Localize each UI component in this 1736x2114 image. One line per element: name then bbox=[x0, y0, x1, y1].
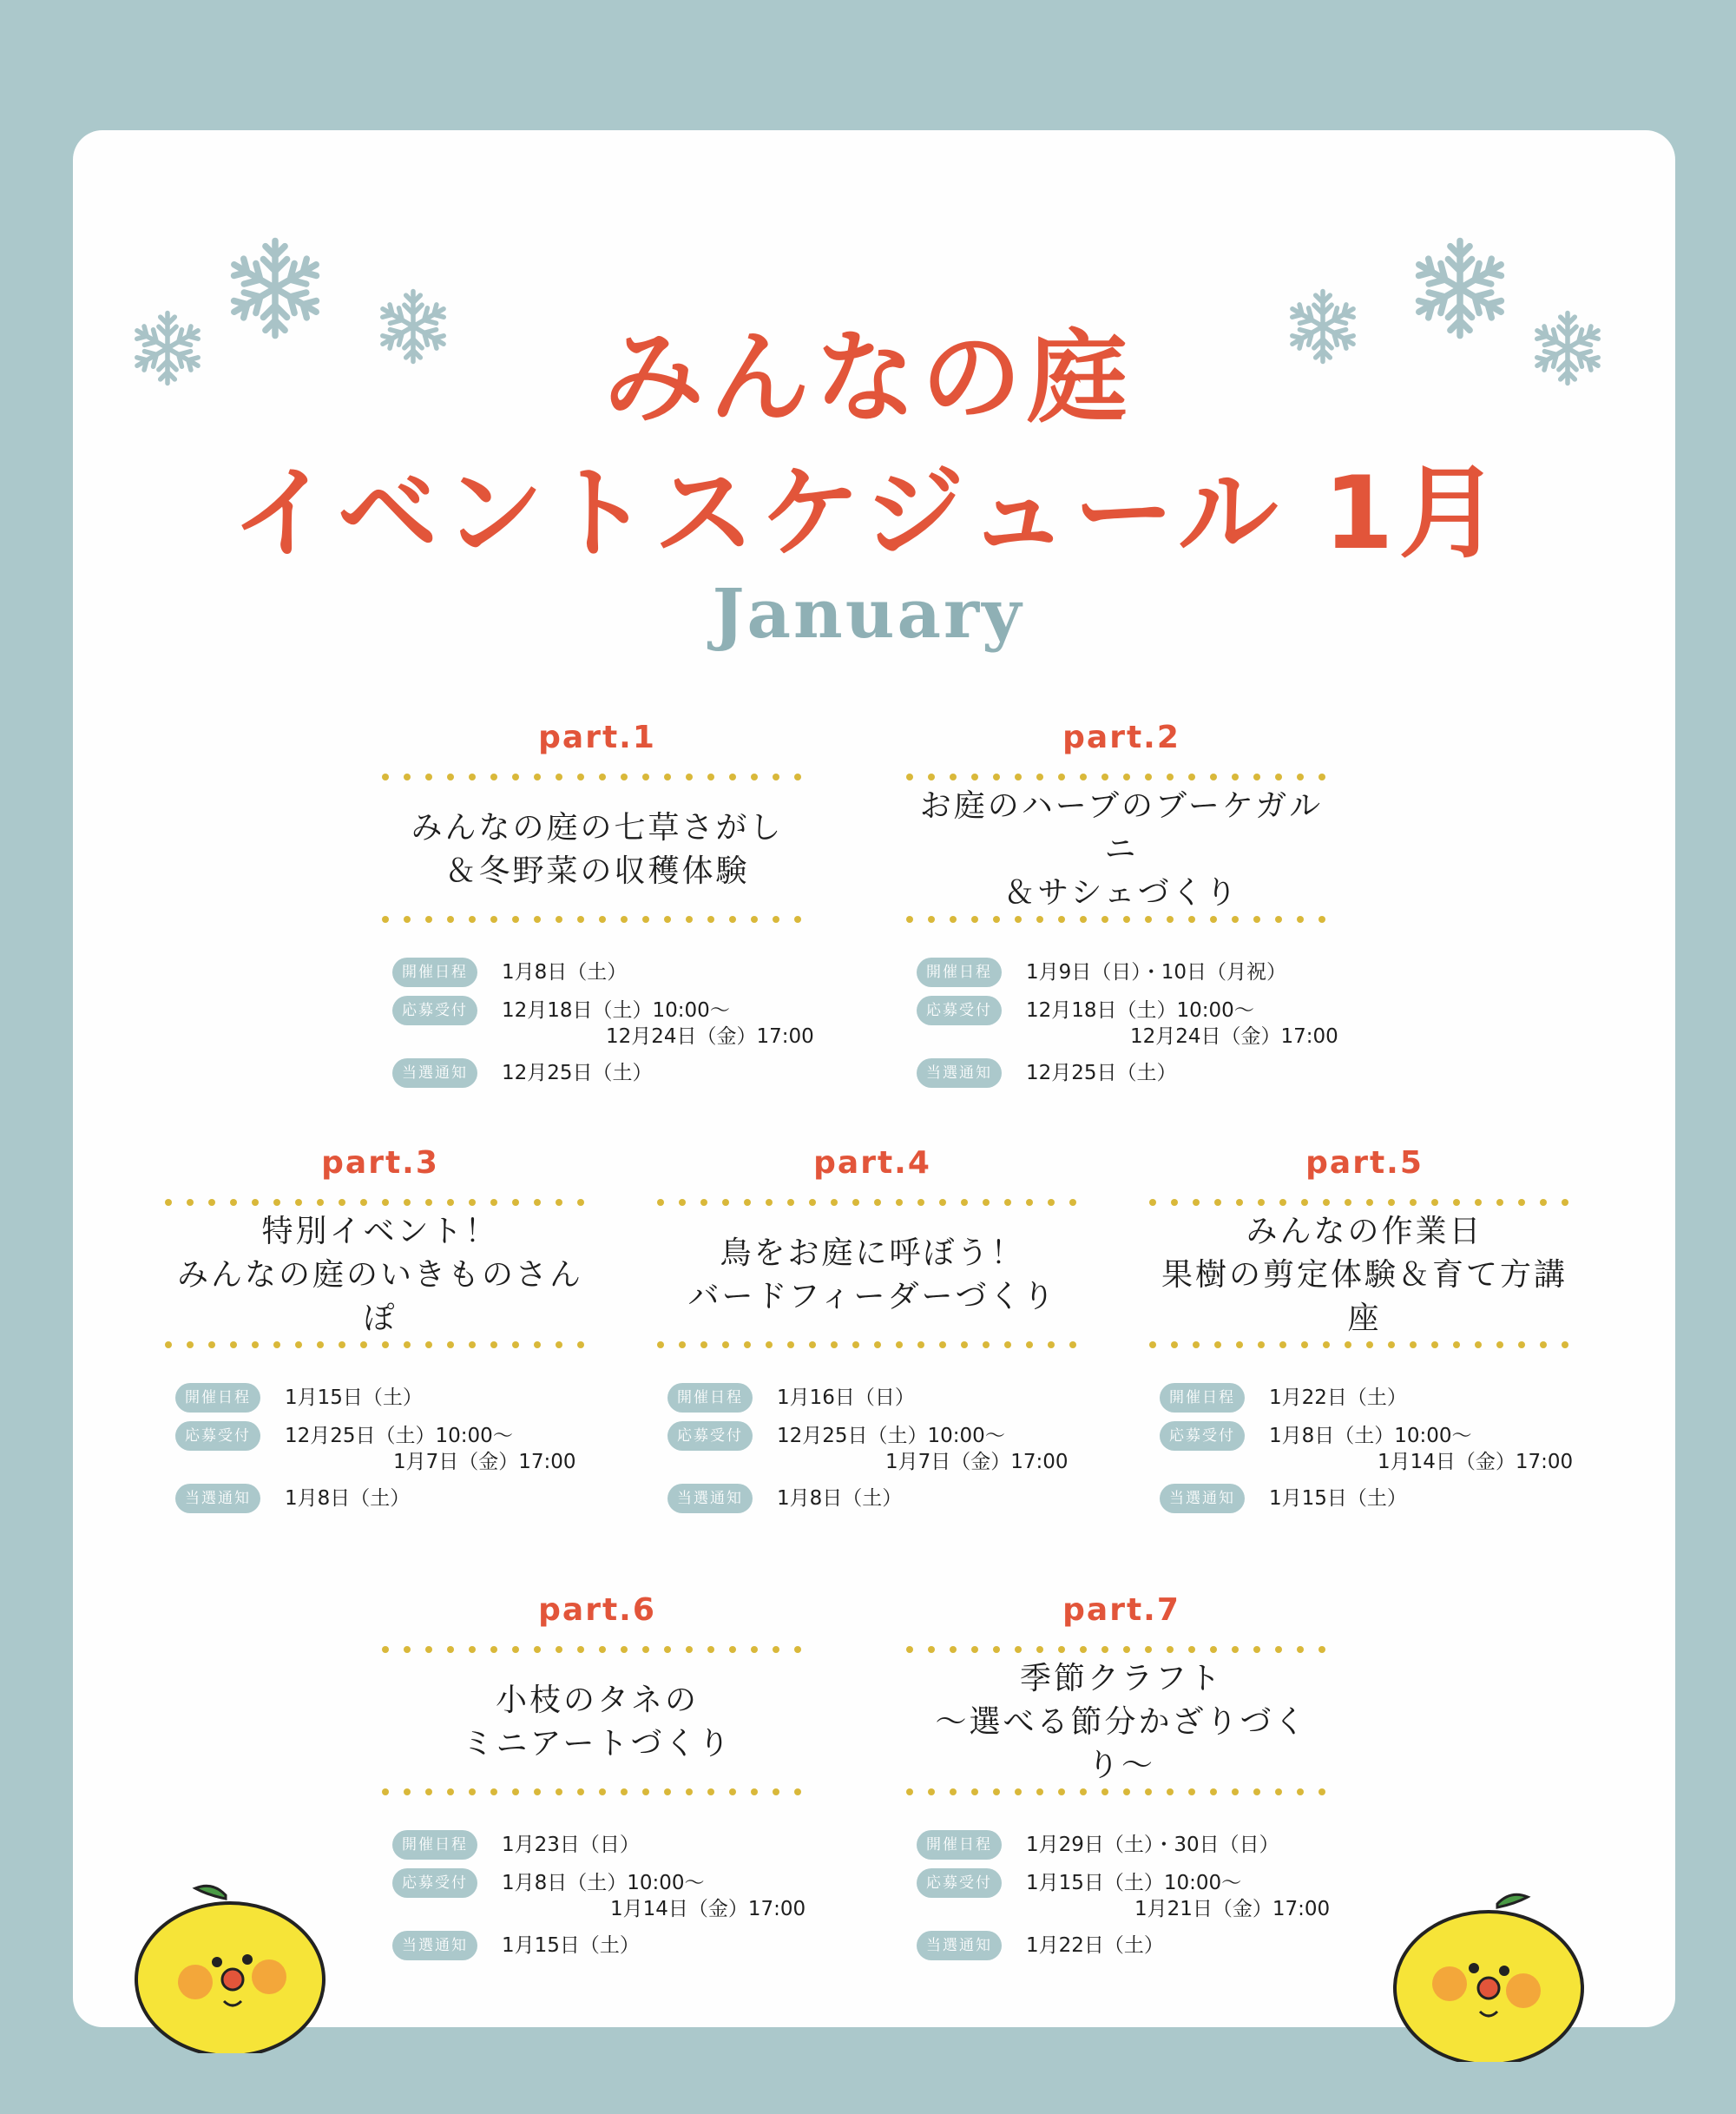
event-date-row bbox=[380, 958, 814, 987]
event-apply-row bbox=[380, 996, 814, 1050]
event-title-line1: お庭のハーブのブーケガルニ bbox=[919, 788, 1324, 867]
page-title-line2: イベントスケジュール 1月 bbox=[231, 455, 1505, 572]
event-part-number: part.6 bbox=[538, 1592, 656, 1628]
notice-date: 1月15日（土） bbox=[502, 1934, 640, 1957]
dotted-divider bbox=[380, 914, 814, 925]
notice-date: 1月15日（土） bbox=[1269, 1487, 1407, 1510]
event-date-row bbox=[904, 958, 1338, 987]
date-badge: 開催日程 bbox=[1160, 1383, 1245, 1413]
apply-start: 12月25日（土）10:00〜 bbox=[285, 1425, 513, 1447]
apply-period bbox=[1026, 996, 1338, 1050]
event-date-row bbox=[380, 1830, 814, 1860]
event-title-line1: 季節クラフト bbox=[1019, 1661, 1223, 1696]
apply-end: 1月14日（金）17:00 bbox=[1378, 1451, 1574, 1473]
notice-badge: 当選通知 bbox=[392, 1058, 477, 1088]
event-title bbox=[380, 798, 814, 902]
event-title bbox=[655, 1223, 1089, 1327]
apply-start: 1月8日（土）10:00〜 bbox=[1269, 1425, 1472, 1447]
event-title bbox=[380, 1670, 814, 1775]
event-notice-row bbox=[904, 1058, 1338, 1088]
event-block bbox=[1147, 1142, 1581, 1522]
dotted-divider bbox=[904, 1644, 1338, 1655]
event-title-line2: 〜選べる節分かざりづくり〜 bbox=[935, 1704, 1308, 1783]
notice-date: 12月25日（土） bbox=[502, 1062, 653, 1084]
event-notice-row bbox=[380, 1058, 814, 1088]
apply-period bbox=[502, 1868, 806, 1922]
apply-end: 1月21日（金）17:00 bbox=[1134, 1898, 1331, 1920]
event-notice-row bbox=[655, 1484, 1089, 1513]
event-details bbox=[904, 958, 1338, 1088]
event-apply-row bbox=[380, 1868, 814, 1922]
notice-date: 12月25日（土） bbox=[1026, 1062, 1177, 1084]
dotted-divider bbox=[655, 1340, 1089, 1350]
event-block bbox=[904, 716, 1338, 1097]
event-part-number: part.2 bbox=[1062, 720, 1180, 755]
dotted-divider bbox=[904, 914, 1338, 925]
event-details bbox=[380, 958, 814, 1088]
notice-date: 1月22日（土） bbox=[1026, 1934, 1164, 1957]
apply-start: 1月15日（土）10:00〜 bbox=[1026, 1872, 1242, 1894]
date-badge: 開催日程 bbox=[392, 958, 477, 987]
dotted-divider bbox=[380, 1787, 814, 1797]
event-date: 1月29日（土）・30日（日） bbox=[1026, 1834, 1279, 1856]
apply-badge: 応募受付 bbox=[917, 996, 1002, 1025]
event-title bbox=[904, 1661, 1338, 1783]
event-block bbox=[380, 1589, 814, 1969]
dotted-divider bbox=[163, 1340, 597, 1350]
event-notice-row bbox=[163, 1484, 597, 1513]
dotted-divider bbox=[380, 772, 814, 782]
apply-start: 12月18日（土）10:00〜 bbox=[502, 999, 730, 1022]
apply-period bbox=[285, 1421, 576, 1475]
apply-period bbox=[777, 1421, 1069, 1475]
event-title-line1: みんなの作業日 bbox=[1246, 1214, 1483, 1249]
event-title-line1: 鳥をお庭に呼ぼう！ bbox=[720, 1235, 1025, 1271]
dotted-divider bbox=[904, 772, 1338, 782]
dotted-divider bbox=[163, 1197, 597, 1208]
event-title-line1: みんなの庭の七草さがし bbox=[411, 810, 784, 846]
event-date: 1月23日（日） bbox=[502, 1834, 640, 1856]
event-apply-row bbox=[1147, 1421, 1581, 1475]
event-block bbox=[380, 716, 814, 1097]
notice-badge: 当選通知 bbox=[1160, 1484, 1245, 1513]
event-part-number: part.5 bbox=[1305, 1145, 1424, 1181]
event-title-line1: 小枝のタネの bbox=[495, 1683, 699, 1718]
event-title-line2: みんなの庭のいきものさんぽ bbox=[176, 1257, 583, 1336]
apply-end: 1月14日（金）17:00 bbox=[610, 1898, 806, 1920]
apply-badge: 応募受付 bbox=[175, 1421, 260, 1451]
apply-period bbox=[1026, 1868, 1330, 1922]
event-date: 1月16日（日） bbox=[777, 1386, 915, 1409]
date-badge: 開催日程 bbox=[917, 1830, 1002, 1860]
dotted-divider bbox=[1147, 1197, 1581, 1208]
event-date: 1月15日（土） bbox=[285, 1386, 423, 1409]
event-block bbox=[904, 1589, 1338, 1969]
apply-period bbox=[502, 996, 814, 1050]
dotted-divider bbox=[904, 1787, 1338, 1797]
apply-end: 12月24日（金）17:00 bbox=[606, 1025, 814, 1048]
event-title-line2: ミニアートづくり bbox=[462, 1726, 733, 1762]
month-subtitle: January bbox=[712, 575, 1024, 654]
dotted-divider bbox=[1147, 1340, 1581, 1350]
event-apply-row bbox=[904, 996, 1338, 1050]
event-date-row bbox=[163, 1383, 597, 1413]
event-date-row bbox=[1147, 1383, 1581, 1413]
dotted-divider bbox=[380, 1644, 814, 1655]
apply-badge: 応募受付 bbox=[1160, 1421, 1245, 1451]
event-notice-row bbox=[1147, 1484, 1581, 1513]
event-notice-row bbox=[904, 1931, 1338, 1960]
event-date: 1月22日（土） bbox=[1269, 1386, 1407, 1409]
apply-end: 1月7日（金）17:00 bbox=[885, 1451, 1069, 1473]
date-badge: 開催日程 bbox=[667, 1383, 753, 1413]
event-date-row bbox=[904, 1830, 1338, 1860]
event-details bbox=[1147, 1383, 1581, 1513]
event-title bbox=[1147, 1214, 1581, 1336]
notice-badge: 当選通知 bbox=[917, 1931, 1002, 1960]
event-title-line2: ＆冬野菜の収穫体験 bbox=[444, 853, 750, 889]
event-title bbox=[904, 788, 1338, 911]
apply-badge: 応募受付 bbox=[392, 996, 477, 1025]
event-part-number: part.1 bbox=[538, 720, 656, 755]
apply-start: 12月25日（土）10:00〜 bbox=[777, 1425, 1005, 1447]
event-part-number: part.4 bbox=[813, 1145, 931, 1181]
event-apply-row bbox=[904, 1868, 1338, 1922]
apply-badge: 応募受付 bbox=[392, 1868, 477, 1898]
date-badge: 開催日程 bbox=[175, 1383, 260, 1413]
notice-date: 1月8日（土） bbox=[777, 1487, 903, 1510]
event-notice-row bbox=[380, 1931, 814, 1960]
dotted-divider bbox=[655, 1197, 1089, 1208]
event-details bbox=[163, 1383, 597, 1513]
event-block bbox=[163, 1142, 597, 1522]
notice-badge: 当選通知 bbox=[667, 1484, 753, 1513]
event-date-row bbox=[655, 1383, 1089, 1413]
apply-start: 1月8日（土）10:00〜 bbox=[502, 1872, 705, 1894]
event-date: 1月8日（土） bbox=[502, 961, 628, 984]
event-details bbox=[655, 1383, 1089, 1513]
apply-end: 12月24日（金）17:00 bbox=[1130, 1025, 1338, 1048]
apply-badge: 応募受付 bbox=[917, 1868, 1002, 1898]
event-title bbox=[163, 1214, 597, 1336]
event-title-line2: バードフィーダーづくり bbox=[687, 1279, 1057, 1314]
event-date: 1月9日（日）・10日（月祝） bbox=[1026, 961, 1287, 984]
event-block bbox=[655, 1142, 1089, 1522]
notice-date: 1月8日（土） bbox=[285, 1487, 411, 1510]
event-details bbox=[904, 1830, 1338, 1960]
notice-badge: 当選通知 bbox=[392, 1931, 477, 1960]
date-badge: 開催日程 bbox=[392, 1830, 477, 1860]
event-apply-row bbox=[655, 1421, 1089, 1475]
event-title-line2: 果樹の剪定体験＆育て方講座 bbox=[1161, 1257, 1568, 1336]
notice-badge: 当選通知 bbox=[175, 1484, 260, 1513]
event-part-number: part.3 bbox=[321, 1145, 439, 1181]
notice-badge: 当選通知 bbox=[917, 1058, 1002, 1088]
event-title-line2: ＆サシェづくり bbox=[1003, 875, 1240, 911]
event-apply-row bbox=[163, 1421, 597, 1475]
apply-end: 1月7日（金）17:00 bbox=[393, 1451, 576, 1473]
event-title-line1: 特別イベント！ bbox=[261, 1214, 499, 1249]
event-part-number: part.7 bbox=[1062, 1592, 1180, 1628]
apply-period bbox=[1269, 1421, 1573, 1475]
apply-start: 12月18日（土）10:00〜 bbox=[1026, 999, 1254, 1022]
page-title: みんなの庭 bbox=[603, 319, 1133, 437]
event-details bbox=[380, 1830, 814, 1960]
yuzu-character-left bbox=[130, 1880, 330, 2053]
date-badge: 開催日程 bbox=[917, 958, 1002, 987]
yuzu-character-right bbox=[1389, 1888, 1588, 2062]
apply-badge: 応募受付 bbox=[667, 1421, 753, 1451]
